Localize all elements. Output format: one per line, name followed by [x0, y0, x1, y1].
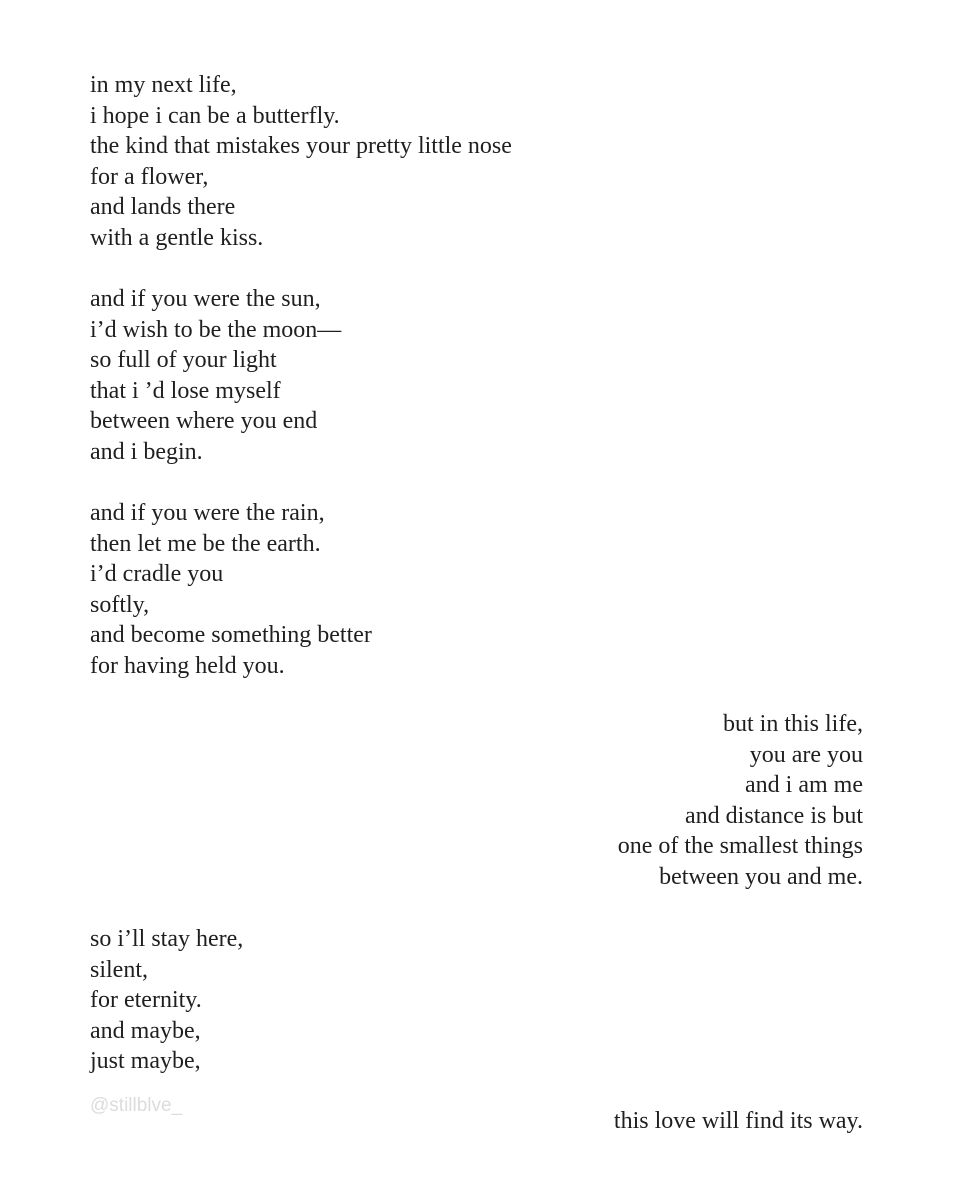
poem-line: and become something better	[90, 622, 372, 648]
poem-line: for eternity.	[90, 987, 202, 1013]
poem-line: and i begin.	[90, 438, 203, 465]
poem-line: in my next life,	[90, 72, 237, 98]
poem-line: with a gentle kiss.	[90, 224, 264, 251]
poem-line: softly,	[90, 591, 150, 618]
poem-line: so full of your light	[90, 347, 277, 373]
poem-line: between where you end	[90, 408, 318, 434]
poem-line: just maybe,	[90, 1048, 201, 1074]
poem-line: i hope i can be a butterfly.	[90, 102, 340, 129]
closing-line	[614, 1106, 863, 1137]
stanza-5	[90, 924, 243, 1077]
stanza-4	[618, 709, 863, 892]
stanza-2	[90, 284, 341, 467]
poem-line: and lands there	[90, 194, 236, 220]
poem-line: then let me be the earth.	[90, 530, 321, 557]
poem-line: i’d wish to be the moon—	[90, 316, 342, 343]
poem-line: i’d cradle you	[90, 561, 224, 587]
poem-line: you are you	[749, 741, 863, 768]
poem-line: for a flower,	[90, 163, 209, 190]
stanza-1	[90, 70, 512, 253]
poem-line: this love will find its way.	[613, 1108, 863, 1134]
poem-line: silent,	[90, 956, 148, 983]
poem-line: and i am me	[745, 772, 863, 798]
poem-line: and distance is but	[685, 802, 863, 829]
poem-line: one of the smallest things	[617, 833, 863, 859]
poem-line: but in this life,	[723, 711, 863, 737]
stanza-3	[90, 498, 372, 681]
poem-line: and if you were the rain,	[90, 500, 325, 526]
poem-line: so i’ll stay here,	[90, 926, 244, 952]
poem-line: between you and me.	[659, 863, 863, 890]
poem-line: that i ’d lose myself	[90, 377, 281, 404]
poem-line: the kind that mistakes your pretty little nose	[90, 133, 512, 159]
poem-line: for having held you.	[90, 652, 285, 679]
poem-line: and if you were the sun,	[90, 286, 321, 312]
poem-line: and maybe,	[90, 1017, 201, 1044]
author-watermark: @stillblve_	[90, 1095, 183, 1116]
